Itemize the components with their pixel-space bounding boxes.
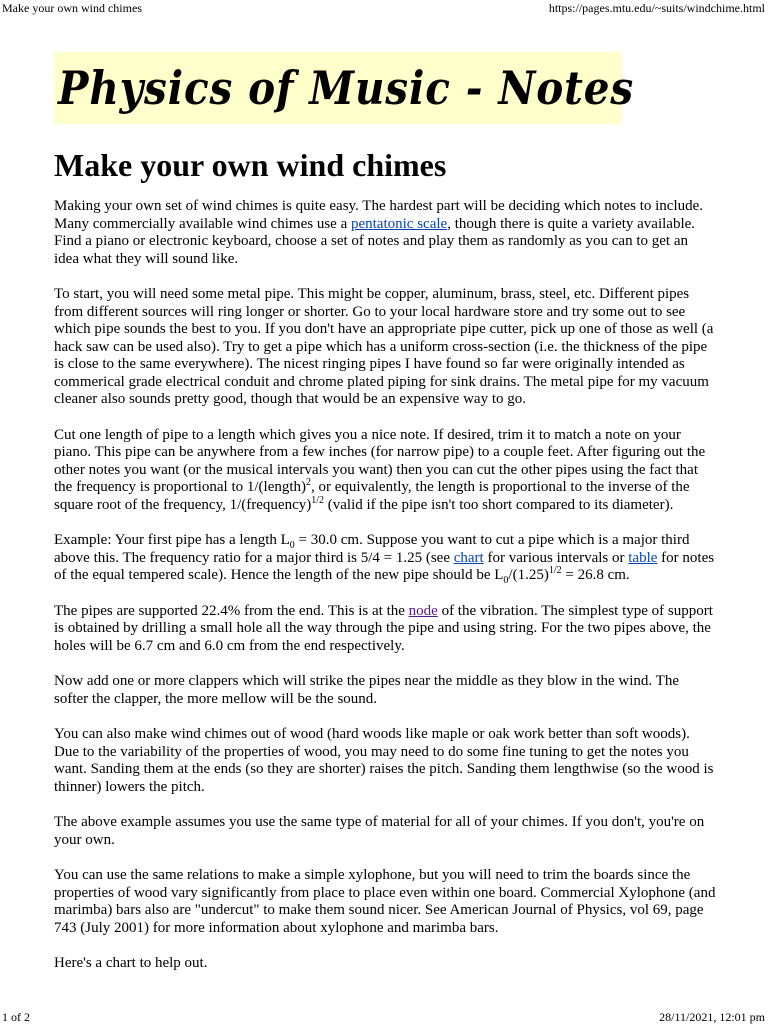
- chart-link[interactable]: chart: [453, 549, 484, 566]
- paragraph-clappers: Now add one or more clappers which will strike the pipes near the middle as they blow in the wind. The softer the clapper, the more mellow will be the sound.: [54, 673, 679, 707]
- print-header: [0, 0, 768, 16]
- table-link[interactable]: table: [628, 549, 658, 566]
- p3-text-c: (valid if the pipe isn't too short compared to its diameter).: [324, 496, 674, 513]
- paragraph-metal-pipe: To start, you will need some metal pipe. This might be copper, aluminum, brass, steel, etc. Different pipes from different sources will ring longer or shorter. Go to your local hardware store and try some out to see which pipe sounds the best to you. If you don't have an appropriate pipe cutter, pick up one of those as well (a hack saw can be used also). Try to get a pipe which has a uniform cross-section (i.e. the thickness of the pipe is close to the same everywhere). The nicest ringing pipes I have found so far were originally intended as commerical grade electrical conduit and chrome plated piping for sink drains. The metal pipe for my vacuum cleaner also sounds pretty good, though that would be an expensive way to go.: [54, 286, 714, 407]
- print-timestamp: 28/11/2021, 12:01 pm: [659, 1010, 765, 1024]
- print-header-title: Make your own wind chimes: [2, 1, 142, 15]
- p4-text-c: for various intervals or: [483, 549, 629, 566]
- paragraph-xylophone: You can use the same relations to make a simple xylophone, but you will need to trim the boards since the properties of wood vary significantly from place to place even within one board. Commercial Xylophone (and marimba) bars also are "undercut" to make them sound nicer. See American Journal of Physics, vol 69, page 743 (July 2001) for more information about xylophone and marimba bars.: [54, 867, 716, 936]
- p1-text-b: , though there is quite a variety available. Find a piano or electronic keyboard, choose a set of notes and play them as randomly as you can to get an idea what they will sound like.: [54, 215, 696, 267]
- paragraph-example: [54, 532, 716, 585]
- p4-sub-2: 0: [503, 575, 509, 586]
- paragraph-intro: [54, 198, 716, 268]
- banner-logo-text: Physics of Music - Notes: [58, 61, 635, 115]
- p3-sup-2: 1/2: [311, 494, 325, 506]
- p4-text-a: Example: Your first pipe has a length L: [54, 532, 290, 548]
- p4-text-f: = 26.8 cm.: [561, 567, 630, 583]
- p5-text-b: of the vibration. The simplest type of support is obtained by drilling a small hole all the way through the pipe and using string. For the two pipes above, the holes will be 6.7 cm and 6.0 cm from the end respectively.: [54, 602, 713, 654]
- paragraph-wood: You can also make wind chimes out of wood (hard woods like maple or oak work better than soft woods). Due to the variability of the properties of wood, you may need to do some fine tuning to get the notes you want. Sanding them at the ends (so they are shorter) raises the pitch. Sanding them lengthwise (so the wood is thinner) lowers the pitch.: [54, 726, 714, 795]
- page-title: Make your own wind chimes: [54, 147, 447, 183]
- node-link[interactable]: node: [408, 602, 438, 619]
- p4-text-b: = 30.0 cm. Suppose you want to cut a pipe which is a major third above this. The frequency ratio for a major third is 5/4 = 1.25 (see: [54, 532, 690, 566]
- print-header-url: https://pages.mtu.edu/~suits/windchime.html: [548, 1, 765, 15]
- paragraph-cutting: [54, 427, 716, 515]
- paragraph-material: The above example assumes you use the same type of material for all of your chimes. If you don't, you're on your own.: [54, 814, 705, 848]
- pentatonic-scale-link[interactable]: pentatonic scale: [350, 215, 448, 232]
- paragraph-support: [54, 603, 716, 656]
- p4-text-e: /(1.25): [508, 567, 549, 583]
- p3-text-b: , or equivalently, the length is proportional to the inverse of the square root of the frequency, 1/(frequency): [54, 479, 690, 513]
- paragraph-chart-intro: Here's a chart to help out.: [54, 955, 208, 971]
- page-count: 1 of 2: [2, 1010, 30, 1024]
- p4-text-d: for notes of the equal tempered scale). Hence the length of the new pipe should be L: [54, 549, 715, 583]
- p1-text-a: Making your own set of wind chimes is quite easy. The hardest part will be deciding which notes to include. Many commercially available wind chimes use a: [54, 198, 704, 232]
- p3-sup-1: 2: [306, 477, 312, 488]
- print-footer: [0, 1009, 768, 1025]
- banner: [54, 52, 635, 124]
- p3-text-a: Cut one length of pipe to a length which gives you a nice note. If desired, trim it to match a note on your piano. This pipe can be anywhere from a few inches (for narrow pipe) to a couple feet. After figuring out the other notes you want (or the musical intervals you want) then you can cut the other pipes using the fact that the frequency is proportional to 1/(length): [54, 426, 706, 495]
- p5-text-a: The pipes are supported 22.4% from the end. This is at the: [54, 602, 409, 619]
- p4-sub-1: 0: [289, 540, 295, 551]
- article-body: [54, 198, 716, 991]
- p4-sup: 1/2: [548, 565, 562, 576]
